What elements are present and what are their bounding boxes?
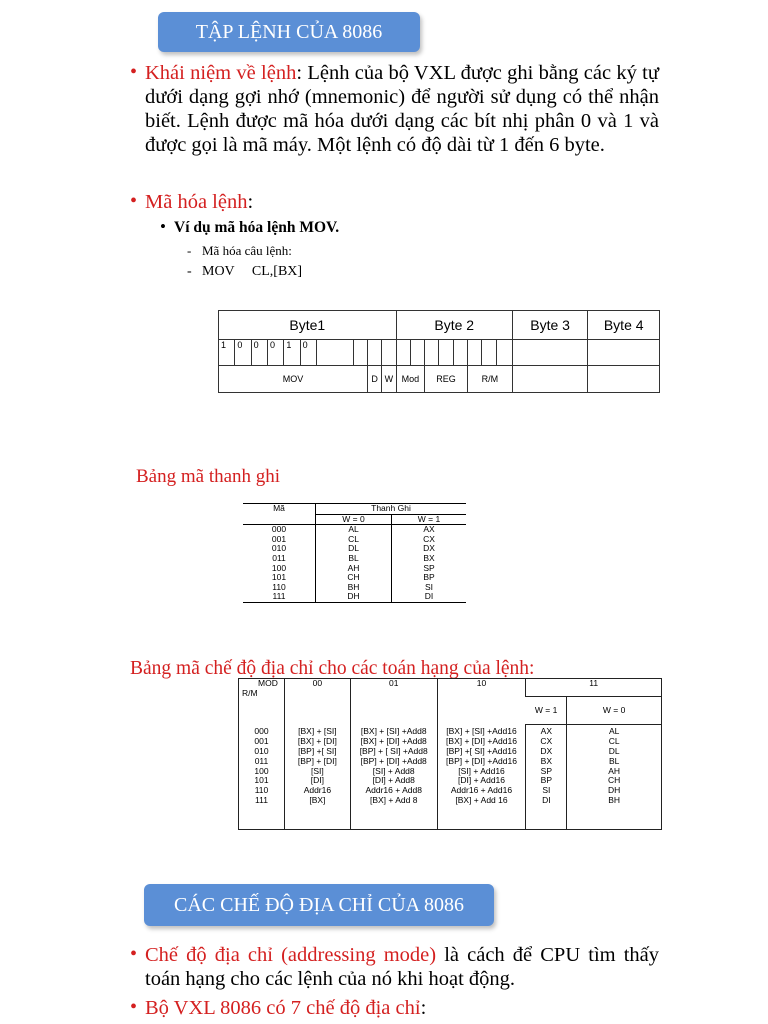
bit-cell <box>439 340 453 366</box>
field-empty <box>512 366 588 393</box>
addressing-mode-table <box>238 678 662 830</box>
table-cell: DL <box>316 544 392 554</box>
bit-cell <box>316 340 353 366</box>
bit-cell <box>467 340 481 366</box>
bit-cell: 0 <box>300 340 316 366</box>
table-cell: Addr16 + Add8 <box>350 786 437 796</box>
table-cell: DX <box>423 543 435 554</box>
paragraph-addressing-mode <box>145 943 659 991</box>
bit-cell <box>588 340 660 366</box>
bit-cell: 1 <box>219 340 235 366</box>
table-cell: AL <box>316 525 392 535</box>
table-cell: [SI] + Add8 <box>350 767 437 777</box>
table-cell: [SI] <box>284 767 350 777</box>
register-code-table <box>243 503 466 603</box>
field-rm: R/M <box>467 366 512 393</box>
table-cell: [BX] + Add 16 <box>437 796 526 806</box>
table-cell: [BP] +[ SI] +Add16 <box>437 747 526 757</box>
table-cell: DI <box>424 591 434 602</box>
table-cell: [BX] + [SI] <box>284 725 350 737</box>
table-cell: AH <box>316 564 392 574</box>
dash-line-1: Mã hóa câu lệnh: <box>202 243 292 258</box>
table-cell <box>239 806 285 830</box>
table-cell: [BP] + [DI] +Add8 <box>350 757 437 767</box>
table-cell: BL <box>567 757 662 767</box>
header-byte4: Byte 4 <box>588 311 660 340</box>
table-cell: [BX] + Add 8 <box>350 796 437 806</box>
bit-cell <box>382 340 396 366</box>
mod-11: 11 <box>526 679 662 697</box>
table-cell: [SI] + Add16 <box>437 767 526 777</box>
bit-cell: 0 <box>235 340 251 366</box>
table-cell: 011 <box>254 755 269 766</box>
table-cell: 101 <box>254 775 269 786</box>
table-cell: [BP] + [DI] +Add16 <box>437 757 526 767</box>
rm-label: R/M <box>242 687 258 698</box>
mod-10: 10 <box>437 679 526 725</box>
table-cell: CX <box>423 533 435 544</box>
table-cell: DX <box>526 747 567 757</box>
table-cell: 110 <box>243 583 316 593</box>
table-cell <box>437 806 526 830</box>
table-row <box>239 757 662 767</box>
colon: : <box>420 997 427 1019</box>
table-row <box>239 767 662 777</box>
dash: - <box>187 243 192 258</box>
mod-01: 01 <box>350 679 437 725</box>
table-cell <box>526 806 567 830</box>
table-cell: BH <box>316 583 392 593</box>
bit-cell <box>353 340 367 366</box>
table-cell: SP <box>526 767 567 777</box>
field-d: D <box>368 366 382 393</box>
table-cell: BX <box>423 552 435 563</box>
table-cell: DH <box>567 786 662 796</box>
bullet: • <box>130 996 138 1018</box>
table-cell: BP <box>526 776 567 786</box>
table-row <box>239 786 662 796</box>
table-cell: [BX] + [SI] +Add16 <box>437 725 526 737</box>
term-encoding: Mã hóa lệnh <box>145 191 248 213</box>
table-cell: BX <box>526 757 567 767</box>
table-cell: 010 <box>254 745 269 756</box>
register-rows <box>243 525 466 603</box>
field-w: W <box>382 366 396 393</box>
field-reg: REG <box>425 366 468 393</box>
paragraph-encoding <box>145 190 545 214</box>
sub-bullet: • <box>160 217 166 236</box>
table-cell: [BP] + [DI] <box>284 757 350 767</box>
bullet: • <box>130 61 138 83</box>
table-cell: CL <box>316 535 392 545</box>
table-cell: DI <box>526 796 567 806</box>
table-cell <box>567 806 662 830</box>
table-row <box>243 592 466 602</box>
table-cell: 101 <box>243 573 316 583</box>
dash: - <box>187 264 192 279</box>
table-cell: Addr16 + Add16 <box>437 786 526 796</box>
header-byte2: Byte 2 <box>396 311 512 340</box>
byte-encoding-table <box>218 310 660 393</box>
table-cell: 110 <box>254 785 269 796</box>
addressing-table-heading: Bảng mã chế độ địa chỉ cho các toán hạng của lệnh: <box>130 658 535 679</box>
table-cell: SI <box>526 786 567 796</box>
table-cell: [BP] + [ SI] +Add8 <box>350 747 437 757</box>
term-instruction-concept: Khái niệm về lệnh <box>145 62 297 84</box>
table-cell: [BX] + [DI] +Add8 <box>350 737 437 747</box>
colon: : <box>247 191 254 213</box>
table-cell: BP <box>423 572 435 583</box>
instruction-concept-text: Lệnh của bộ VXL được ghi bằng các ký tự dưới dạng gợi nhớ (mnemonic) để người sử dụng có thể nhận biết. Lệnh được mã hóa dưới dạng các bít nhị phân 0 và 1 và được gọi là mã máy. Một lệnh có độ dài từ 1 đến 6 byte. <box>145 62 659 156</box>
table-cell: AX <box>423 524 435 535</box>
addressing-mode-text: là cách để CPU tìm thấy toán hạng cho các lệnh của nó khi hoạt động. <box>145 944 660 990</box>
col-thanh-ghi: Thanh Ghi <box>316 504 467 515</box>
table-cell: CH <box>567 776 662 786</box>
register-table-heading: Bảng mã thanh ghi <box>136 466 281 487</box>
table-cell: 001 <box>243 535 316 545</box>
table-cell: AL <box>567 725 662 737</box>
mod-00: 00 <box>284 679 350 725</box>
paragraph-instruction-concept <box>145 61 659 157</box>
table-cell: Addr16 <box>284 786 350 796</box>
table-cell: AH <box>567 767 662 777</box>
header-byte3: Byte 3 <box>512 311 588 340</box>
table-cell: CL <box>567 737 662 747</box>
colon: : <box>296 62 303 84</box>
dash-line-2: MOV CL,[BX] <box>202 264 303 279</box>
table-cell: 010 <box>243 544 316 554</box>
table-cell: 000 <box>254 725 269 736</box>
bit-cell <box>453 340 467 366</box>
table-cell: 111 <box>243 592 316 602</box>
table-cell: 111 <box>255 794 268 805</box>
table-cell: [BX] <box>284 796 350 806</box>
bit-cell: 0 <box>267 340 283 366</box>
field-mod: Mod <box>396 366 425 393</box>
table-filler-row <box>239 806 662 830</box>
bit-cell <box>482 340 496 366</box>
mod-label: MOD <box>258 678 278 688</box>
table-cell: SP <box>423 562 435 573</box>
table-cell: [BP] +[ SI] <box>284 747 350 757</box>
table-cell <box>350 806 437 830</box>
table-cell: [DI] + Add16 <box>437 776 526 786</box>
bit-cell <box>512 340 588 366</box>
bullet: • <box>130 190 138 212</box>
col-w1: W = 1 <box>417 513 441 524</box>
mod11-w0: W = 0 <box>567 697 662 725</box>
table-cell: DL <box>567 747 662 757</box>
field-empty <box>588 366 660 393</box>
table-cell: 001 <box>254 736 269 747</box>
bullet: • <box>130 943 138 965</box>
bit-cell: 0 <box>251 340 267 366</box>
table-cell: SI <box>425 581 434 592</box>
table-cell: [DI] <box>284 776 350 786</box>
field-mov: MOV <box>219 366 368 393</box>
table-cell: [DI] + Add8 <box>350 776 437 786</box>
table-cell: CX <box>526 737 567 747</box>
table-cell: BH <box>567 796 662 806</box>
table-cell: 100 <box>254 765 269 776</box>
table-cell: [BX] + [DI] +Add16 <box>437 737 526 747</box>
term-addressing-mode: Chế độ địa chỉ (addressing mode) <box>145 944 437 966</box>
table-row <box>239 776 662 786</box>
title-banner: TẬP LỆNH CỦA 8086 <box>158 12 420 52</box>
table-cell: [BX] + [SI] +Add8 <box>350 725 437 737</box>
header-byte1: Byte1 <box>219 311 397 340</box>
addressing-rows <box>239 725 662 830</box>
bit-cell <box>368 340 382 366</box>
table-cell: DH <box>316 592 392 602</box>
addressing-modes-banner: CÁC CHẾ ĐỘ ĐỊA CHỈ CỦA 8086 <box>144 884 494 926</box>
col-w0: W = 0 <box>316 514 392 525</box>
bit-cell <box>425 340 439 366</box>
table-cell: CH <box>316 573 392 583</box>
bit-cell <box>496 340 512 366</box>
table-cell: [BX] + [DI] <box>284 737 350 747</box>
table-cell <box>284 806 350 830</box>
table-cell: 100 <box>243 564 316 574</box>
table-cell: 011 <box>243 554 316 564</box>
mod-rm-cell <box>239 679 285 725</box>
bit-cell <box>410 340 424 366</box>
term-seven-modes: Bộ VXL 8086 có 7 chế độ địa chỉ <box>145 997 421 1019</box>
bit-cell: 1 <box>284 340 300 366</box>
table-cell: AX <box>526 725 567 737</box>
table-row <box>239 796 662 806</box>
table-cell: BL <box>316 554 392 564</box>
bit-cell <box>396 340 410 366</box>
paragraph-seven-modes <box>145 996 645 1020</box>
table-cell: 000 <box>243 525 316 535</box>
col-ma: Mã <box>243 504 316 525</box>
mod11-w1: W = 1 <box>526 697 567 725</box>
example-mov-heading: Ví dụ mã hóa lệnh MOV. <box>174 219 340 236</box>
